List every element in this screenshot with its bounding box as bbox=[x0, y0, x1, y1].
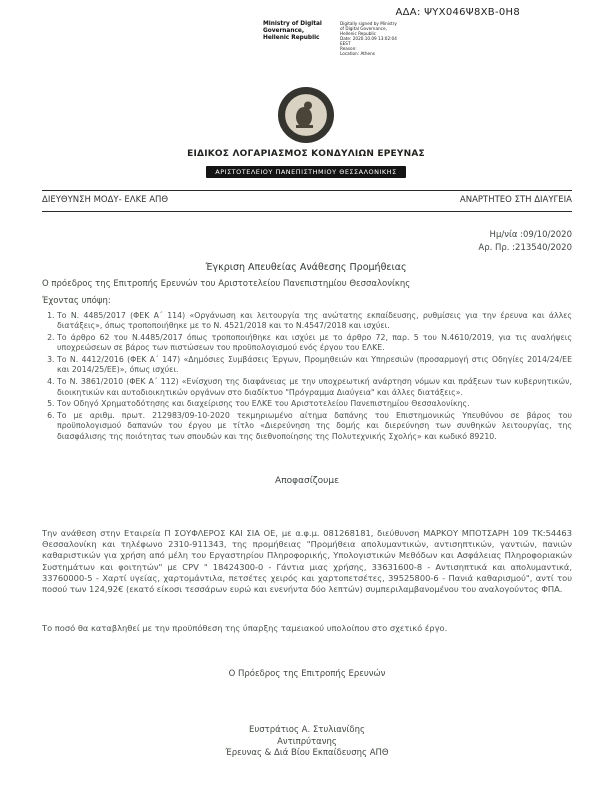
signatory-org: Έρευνας & Διά Βίου Εκπαίδευσης ΑΠΘ bbox=[225, 748, 389, 759]
diavgeia-posting-label: ΑΝΑΡΤΗΤΕΟ ΣΤΗ ΔΙΑΥΓΕΙΑ bbox=[459, 195, 572, 205]
divider-top bbox=[42, 190, 572, 191]
signature-details bbox=[340, 21, 440, 56]
signature-detail-line: Hellenic Republic bbox=[340, 31, 376, 36]
document-meta bbox=[478, 229, 572, 254]
signature-authority-line: Hellenic Republic bbox=[263, 35, 320, 41]
having-regard-label: Έχοντας υπόψη: bbox=[42, 296, 111, 306]
consideration-item: 3. Το Ν. 4412/2016 (ΦΕΚ Α΄ 147) «Δημόσιες Συμβάσεις Έργων, Προμηθειών και Υπηρεσιών (προσαρμογή στις Οδηγίες 2014/24/ΕΕ και 2014/25/ΕΕ)», όπως ισχύει. bbox=[57, 355, 572, 376]
decision-heading: Αποφασίζουμε bbox=[275, 476, 339, 487]
signature-authority-line: Governance, bbox=[263, 28, 305, 34]
considerations-list bbox=[42, 311, 572, 442]
consideration-item: 1. Το Ν. 4485/2017 (ΦΕΚ Α΄ 114) «Οργάνωση και λειτουργία της ανώτατης εκπαίδευσης, ρυθμίσεις για την έρευνα και άλλες διατάξεις», όπως τροποποιήθηκε με το Ν. 4521/2018 και το Ν.4547/2018 και ισχύει. bbox=[57, 311, 572, 332]
digital-signature-block bbox=[263, 21, 440, 56]
signature-detail-line: Reason: bbox=[340, 46, 357, 51]
consideration-item: 6. Το με αριθμ. πρωτ. 212983/09-10-2020 τεκμηριωμένο αίτημα δαπάνης του Επιστημονικώς Υπευθύνου σε βάρος του προϋπολογισμού δαπανών του έργου με τίτλο «Διερεύνηση της δομής και διερεύνηση των συνθηκών λειτουργίας, της διασφάλισης της ποιότητας των σπουδών και της διεθνοποίησης της Πολυτεχνικής Σχολής» και κωδικό 89210. bbox=[57, 411, 572, 442]
protocol-number: Αρ. Πρ. :213540/2020 bbox=[478, 242, 572, 253]
department-row bbox=[42, 195, 572, 205]
signatory-role: Αντιπρύτανης bbox=[277, 736, 337, 747]
organization-header bbox=[0, 86, 612, 178]
signatory-name: Ευστράτιος Α. Στυλιανίδης bbox=[248, 725, 365, 736]
signature-detail-line: Date: 2020.10.09 13:02:04 bbox=[340, 36, 397, 41]
signature-authority bbox=[263, 21, 333, 42]
signatory-block bbox=[42, 725, 572, 760]
divider-bottom bbox=[42, 211, 572, 212]
signature-detail-line: EEST bbox=[340, 41, 351, 46]
closing-condition: Το ποσό θα καταβληθεί με την προϋπόθεση της ύπαρξης ταμειακού υπολοίπου στο σχετικό έργο. bbox=[42, 623, 448, 634]
ada-code: ΑΔΑ: ΨΥΧ046Ψ8ΧΒ-0Η8 bbox=[395, 7, 520, 18]
signature-detail-line: Location: Athens bbox=[340, 51, 375, 56]
organization-name: ΕΙΔΙΚΟΣ ΛΟΓΑΡΙΑΣΜΟΣ ΚΟΝΔΥΛΙΩΝ ΕΡΕΥΝΑΣ bbox=[187, 149, 425, 159]
president-line: Ο Πρόεδρος της Επιτροπής Ερευνών bbox=[228, 669, 386, 680]
university-seal-icon bbox=[0, 86, 612, 144]
intro-line: Ο πρόεδρος της Επιτροπής Ερευνών του Αριστοτελείου Πανεπιστημίου Θεσσαλονίκης bbox=[42, 279, 411, 289]
consideration-item: 5. Τον Οδηγό Χρηματοδότησης και διαχείρισης του ΕΛΚΕ του Αριστοτελείου Πανεπιστημίου Θεσσαλονίκης. bbox=[57, 399, 572, 409]
consideration-item: 4. Το Ν. 3861/2010 (ΦΕΚ Α΄ 112) «Ενίσχυση της διαφάνειας με την υποχρεωτική ανάρτηση νόμων και πράξεων των κυβερνητικών, διοικητικών και αυτοδιοικητικών οργάνων στο διαδίκτυο "Πρόγραμμα Διαύγεια" και άλλες διατάξεις». bbox=[57, 377, 572, 398]
signature-authority-line: Ministry of Digital bbox=[263, 21, 322, 27]
document-date: Ημ/νία :09/10/2020 bbox=[489, 230, 572, 240]
decision-paragraph: Την ανάθεση στην Εταιρεία Π ΣΟΥΦΛΕΡΟΣ ΚΑΙ ΣΙΑ ΟΕ, με α.φ.μ. 081268181, διεύθυνση ΜΑΡΚΟΥ ΜΠΟΤΣΑΡΗ 109 ΤΚ:54463 Θεσσαλονίκη και τηλέφωνο 2310-911343, της προμήθειας "Προμήθεια απολυμαντικών, αντισηπτικών, γαντιών, πανιών καθαριστικών για χρήση από μέλη του Εργαστηρίου Πληροφορικής, Υπολογιστικών Μεθόδων και Ασφάλειας Πληροφοριακών Συστημάτων και φοιτητών" με CPV " 18424300-0 - Γάντια μιας χρήσης, 33631600-8 - Αντισηπτικά και απολυμαντικά, 33760000-5 - Χαρτί υγείας, χαρτομάντιλα, πετσέτες χειρός και χαρτοπετσέτες, 39525800-6 - Πανιά καθαρισμού", αντί του ποσού των 124,92€ (εκατό είκοσι τεσσάρων ευρώ και ενενήντα δύο λεπτών) συμπεριλαμβανομένου του αναλογούντος ΦΠΑ. bbox=[42, 528, 572, 595]
department-name: ΔΙΕΥΘΥΝΣΗ ΜΟΔΥ- ΕΛΚΕ ΑΠΘ bbox=[42, 195, 169, 205]
document-title: Έγκριση Απευθείας Ανάθεσης Προμήθειας bbox=[205, 262, 407, 273]
university-name-bar: ΑΡΙΣΤΟΤΕΛΕΙΟΥ ΠΑΝΕΠΙΣΤΗΜΙΟΥ ΘΕΣΣΑΛΟΝΙΚΗΣ bbox=[206, 166, 405, 179]
document-body bbox=[42, 279, 572, 760]
consideration-item: 2. Το άρθρο 62 του Ν.4485/2017 όπως τροποποιήθηκε και ισχύει με το άρθρο 72, παρ. 5 του Ν.4610/2019, για τις αναλήψεις υποχρεώσεων σε βάρος των πιστώσεων του προϋπολογισμού ενός έργου του ΕΛΚΕ. bbox=[57, 333, 572, 354]
signature-detail-line: Digitally signed by Ministry bbox=[340, 21, 397, 26]
signature-detail-line: of Digital Governance, bbox=[340, 26, 387, 31]
